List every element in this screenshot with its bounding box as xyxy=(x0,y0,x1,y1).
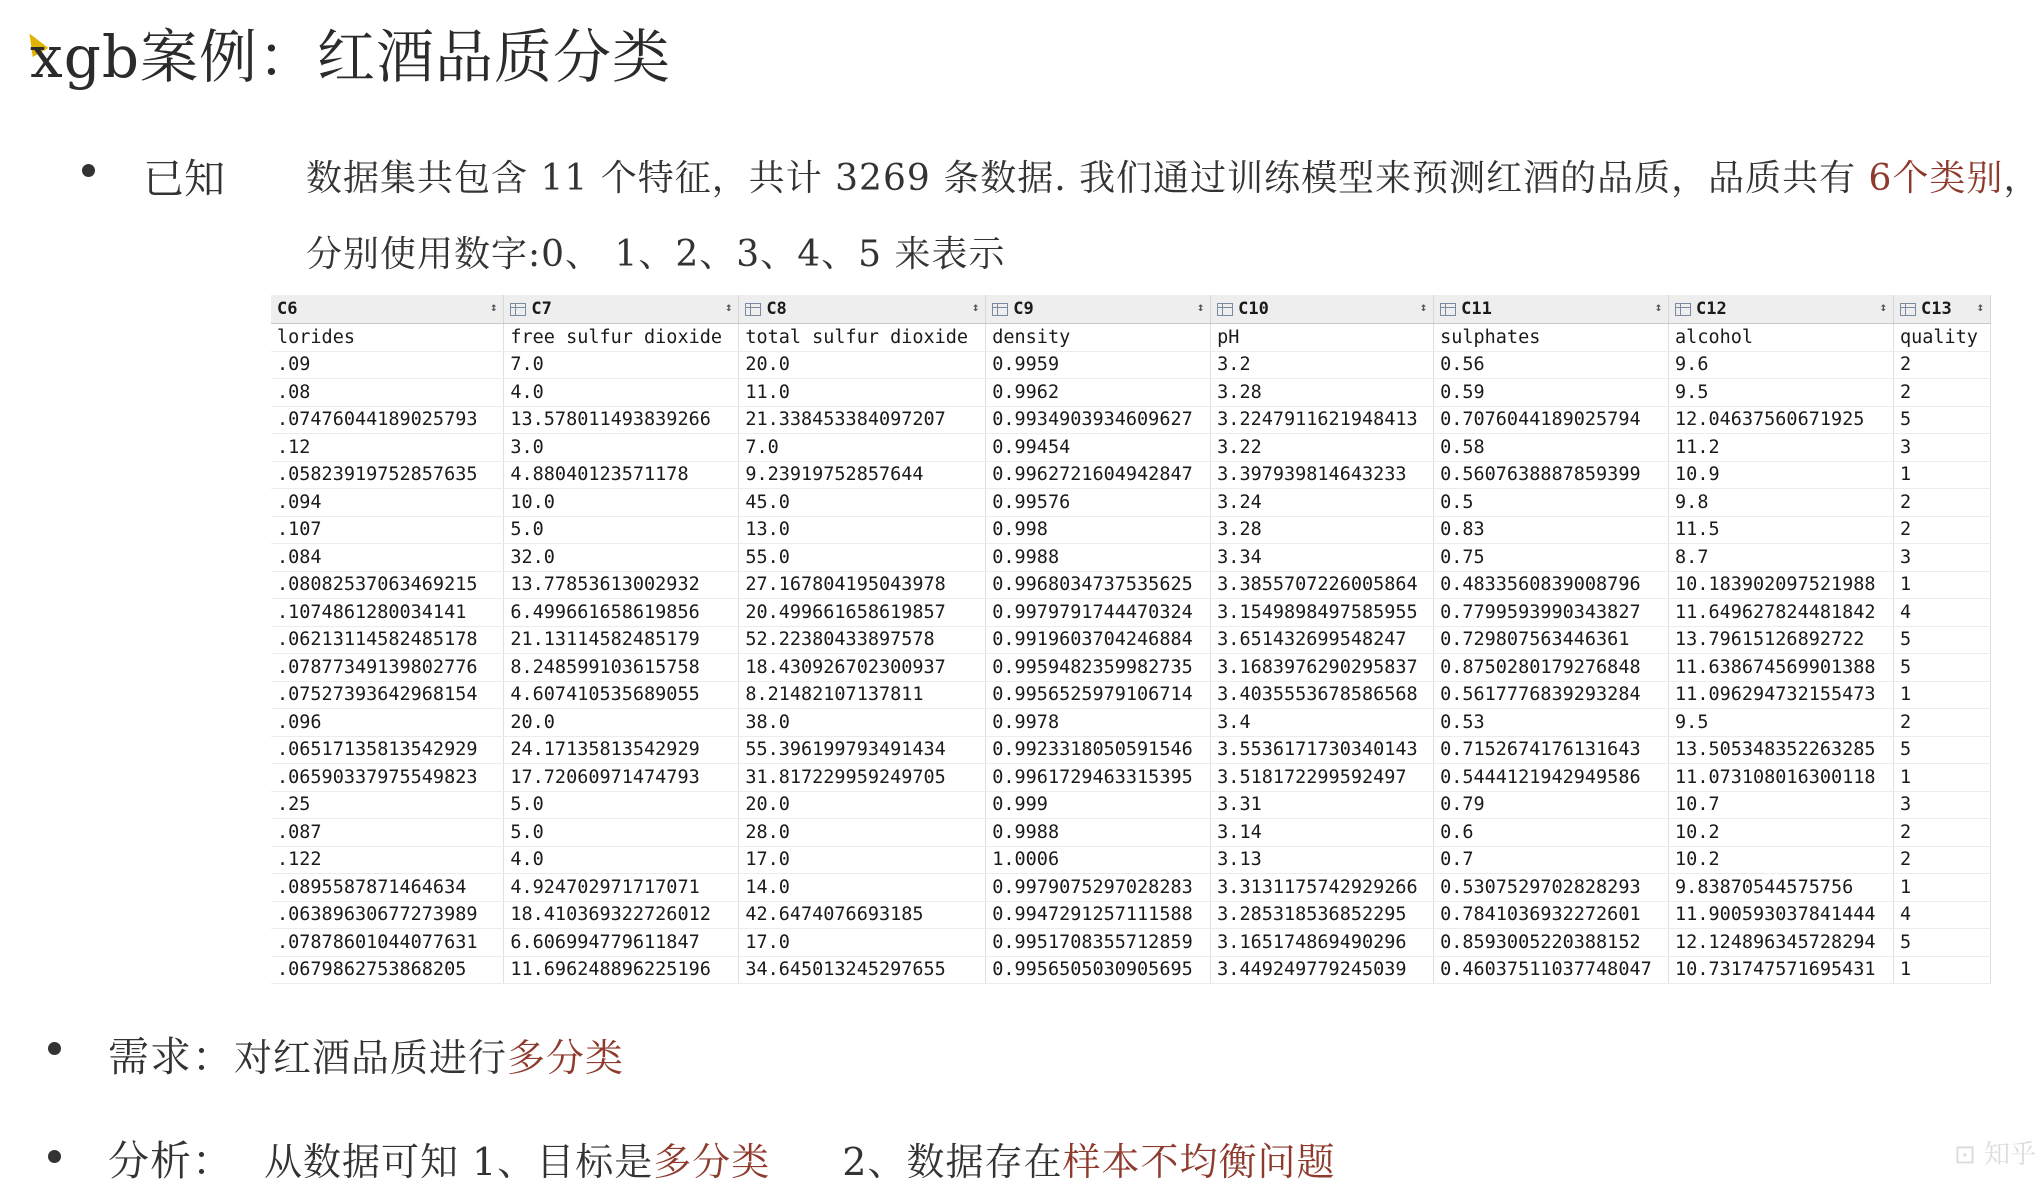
table-cell: 0.99454 xyxy=(986,434,1211,462)
table-cell: 2 xyxy=(1893,516,1990,544)
table-cell: 0.4833560839008796 xyxy=(1434,571,1669,599)
table-row[interactable] xyxy=(271,434,1991,462)
column-header-label: C11 xyxy=(1461,299,1492,319)
table-cell: 18.410369322726012 xyxy=(504,901,739,929)
table-cell: 0.9968034737535625 xyxy=(986,571,1211,599)
table-cell: 7.0 xyxy=(504,351,739,379)
watermark: ⊡ 知乎 xyxy=(1953,1140,2036,1170)
table-row[interactable] xyxy=(271,709,1991,737)
table-cell: .09 xyxy=(271,351,504,379)
table-cell: .08082537063469215 xyxy=(271,571,504,599)
table-cell: 3.4 xyxy=(1211,709,1434,737)
table-cell: .07877349139802776 xyxy=(271,654,504,682)
table-cell: 0.998 xyxy=(986,516,1211,544)
table-cell: 0.9959 xyxy=(986,351,1211,379)
table-cell: 1 xyxy=(1893,681,1990,709)
column-header-c11[interactable] xyxy=(1434,295,1669,324)
table-cell: 4 xyxy=(1893,599,1990,627)
table-cell: .06590337975549823 xyxy=(271,764,504,792)
column-header-label: C6 xyxy=(277,299,298,319)
column-header-label: C7 xyxy=(531,299,552,319)
table-cell: 9.6 xyxy=(1669,351,1894,379)
table-cell: 12.04637560671925 xyxy=(1669,406,1894,434)
table-cell: 0.53 xyxy=(1434,709,1669,737)
table-cell: 5 xyxy=(1893,736,1990,764)
table-cell: 0.5307529702828293 xyxy=(1434,874,1669,902)
table-cell: .087 xyxy=(271,819,504,847)
table-cell: 2 xyxy=(1893,351,1990,379)
table-cell: 0.75 xyxy=(1434,544,1669,572)
table-cell: 10.7 xyxy=(1669,791,1894,819)
table-cell: 3.13 xyxy=(1211,846,1434,874)
table-cell: 20.0 xyxy=(739,351,986,379)
table-cell: 6.499661658619856 xyxy=(504,599,739,627)
table-cell: .08 xyxy=(271,379,504,407)
column-name-cell: sulphates xyxy=(1434,324,1669,352)
table-cell: 8.7 xyxy=(1669,544,1894,572)
table-cell: 8.21482107137811 xyxy=(739,681,986,709)
table-cell: 5 xyxy=(1893,654,1990,682)
need-highlight: 多分类 xyxy=(507,1036,625,1080)
table-cell: 24.17135813542929 xyxy=(504,736,739,764)
table-cell: 32.0 xyxy=(504,544,739,572)
analysis-highlight-2: 样本不均衡问题 xyxy=(1062,1140,1336,1184)
table-cell: 4.0 xyxy=(504,846,739,874)
column-header-c7[interactable] xyxy=(504,295,739,324)
table-cell: 9.83870544575756 xyxy=(1669,874,1894,902)
table-cell: 13.79615126892722 xyxy=(1669,626,1894,654)
table-cell: 0.8593005220388152 xyxy=(1434,929,1669,957)
table-cell: 1 xyxy=(1893,571,1990,599)
table-row[interactable] xyxy=(271,571,1991,599)
sort-icon[interactable]: ↕ xyxy=(1654,300,1663,314)
table-cell: 0.5444121942949586 xyxy=(1434,764,1669,792)
sort-icon[interactable]: ↕ xyxy=(972,300,980,314)
need-label: 需求： xyxy=(108,1033,234,1081)
table-cell: .06389630677273989 xyxy=(271,901,504,929)
table-cell: 1 xyxy=(1893,874,1990,902)
table-cell: 0.729807563446361 xyxy=(1434,626,1669,654)
sort-icon[interactable]: ↕ xyxy=(1879,300,1887,314)
column-name-cell: lorides xyxy=(271,324,504,352)
analysis-text-1: 从数据可知 1、目标是 xyxy=(264,1140,654,1184)
table-cell: 11.900593037841444 xyxy=(1669,901,1894,929)
table-cell: 2 xyxy=(1893,379,1990,407)
column-header-label: C8 xyxy=(766,299,787,319)
table-cell: 10.731747571695431 xyxy=(1669,956,1894,984)
table-cell: 1.0006 xyxy=(986,846,1211,874)
table-cell: 11.2 xyxy=(1669,434,1894,462)
table-cell: 5 xyxy=(1893,626,1990,654)
column-names-row xyxy=(271,324,1991,352)
table-row[interactable] xyxy=(271,599,1991,627)
table-cell: .107 xyxy=(271,516,504,544)
table-cell: 17.0 xyxy=(739,929,986,957)
table-cell: .122 xyxy=(271,846,504,874)
table-cell: 5.0 xyxy=(504,791,739,819)
table-row[interactable] xyxy=(271,929,1991,957)
table-row[interactable] xyxy=(271,351,1991,379)
table-cell: 3.2247911621948413 xyxy=(1211,406,1434,434)
table-cell: 0.9988 xyxy=(986,544,1211,572)
table-cell: 0.9988 xyxy=(986,819,1211,847)
table-cell: 1 xyxy=(1893,764,1990,792)
table-cell: .07527393642968154 xyxy=(271,681,504,709)
table-cell: 10.2 xyxy=(1669,819,1894,847)
table-cell: 3.285318536852295 xyxy=(1211,901,1434,929)
known-line-1-end: ， xyxy=(2003,158,2041,199)
column-name-cell: density xyxy=(986,324,1211,352)
table-cell: 10.183902097521988 xyxy=(1669,571,1894,599)
table-cell: 18.430926702300937 xyxy=(739,654,986,682)
table-cell: 13.0 xyxy=(739,516,986,544)
table-cell: 31.817229959249705 xyxy=(739,764,986,792)
table-column-icon xyxy=(992,303,1008,316)
column-header-label: C12 xyxy=(1696,299,1727,319)
table-cell: 4.924702971717071 xyxy=(504,874,739,902)
column-name-cell: quality xyxy=(1893,324,1990,352)
table-cell: 0.83 xyxy=(1434,516,1669,544)
table-cell: .0679862753868205 xyxy=(271,956,504,984)
table-cell: 3.518172299592497 xyxy=(1211,764,1434,792)
table-cell: 0.9959482359982735 xyxy=(986,654,1211,682)
table-cell: 0.9961729463315395 xyxy=(986,764,1211,792)
table-cell: 34.645013245297655 xyxy=(739,956,986,984)
table-cell: 0.56 xyxy=(1434,351,1669,379)
table-cell: 11.638674569901388 xyxy=(1669,654,1894,682)
table-cell: .1074861280034141 xyxy=(271,599,504,627)
table-cell: 42.6474076693185 xyxy=(739,901,986,929)
table-cell: .07476044189025793 xyxy=(271,406,504,434)
table-cell: 11.696248896225196 xyxy=(504,956,739,984)
table-cell: .084 xyxy=(271,544,504,572)
table-row[interactable] xyxy=(271,626,1991,654)
table-cell: 17.72060971474793 xyxy=(504,764,739,792)
table-cell: 3.24 xyxy=(1211,489,1434,517)
sort-icon[interactable]: ↕ xyxy=(490,300,498,314)
table-row[interactable] xyxy=(271,489,1991,517)
table-cell: 20.499661658619857 xyxy=(739,599,986,627)
table-cell: .07878601044077631 xyxy=(271,929,504,957)
column-name-cell: total sulfur dioxide xyxy=(739,324,986,352)
column-header-c13[interactable] xyxy=(1893,295,1990,324)
table-cell: 0.8750280179276848 xyxy=(1434,654,1669,682)
column-header-label: C9 xyxy=(1013,299,1034,319)
table-cell: 10.2 xyxy=(1669,846,1894,874)
column-name-cell: alcohol xyxy=(1669,324,1894,352)
table-cell: 45.0 xyxy=(739,489,986,517)
table-cell: 1 xyxy=(1893,956,1990,984)
table-cell: 3.651432699548247 xyxy=(1211,626,1434,654)
known-line-2: 分别使用数字:0、 1、2、3、4、5 来表示 xyxy=(306,234,1006,275)
bullet-need xyxy=(48,1042,61,1055)
need-line xyxy=(108,1024,624,1083)
table-cell: 11.0 xyxy=(739,379,986,407)
analysis-label: 分析： xyxy=(108,1137,234,1185)
table-cell: 14.0 xyxy=(739,874,986,902)
table-cell: 0.6 xyxy=(1434,819,1669,847)
table-cell: 0.7 xyxy=(1434,846,1669,874)
column-header-label: C10 xyxy=(1238,299,1269,319)
table-cell: 13.77853613002932 xyxy=(504,571,739,599)
table-cell: 0.59 xyxy=(1434,379,1669,407)
table-row[interactable] xyxy=(271,461,1991,489)
table-column-icon xyxy=(745,303,761,316)
table-cell: 21.13114582485179 xyxy=(504,626,739,654)
table-cell: 21.338453384097207 xyxy=(739,406,986,434)
table-row[interactable] xyxy=(271,516,1991,544)
table-cell: 3.31 xyxy=(1211,791,1434,819)
table-cell: 2 xyxy=(1893,819,1990,847)
data-table xyxy=(271,295,1991,984)
table-cell: 0.9919603704246884 xyxy=(986,626,1211,654)
column-header-c8[interactable] xyxy=(739,295,986,324)
table-cell: 3.4035553678586568 xyxy=(1211,681,1434,709)
table-cell: 0.9947291257111588 xyxy=(986,901,1211,929)
table-cell: 3.1549898497585955 xyxy=(1211,599,1434,627)
table-cell: 9.8 xyxy=(1669,489,1894,517)
table-cell: 20.0 xyxy=(739,791,986,819)
table-cell: 55.396199793491434 xyxy=(739,736,986,764)
table-cell: 3.3855707226005864 xyxy=(1211,571,1434,599)
table-column-icon xyxy=(1675,303,1691,316)
table-cell: 6.606994779611847 xyxy=(504,929,739,957)
table-cell: 3.397939814643233 xyxy=(1211,461,1434,489)
sort-icon[interactable]: ↕ xyxy=(725,300,733,314)
table-cell: 0.7799593990343827 xyxy=(1434,599,1669,627)
table-row[interactable] xyxy=(271,901,1991,929)
known-line-1-text: 数据集共包含 11 个特征，共计 3269 条数据. 我们通过训练模型来预测红酒的品质，品质共有 xyxy=(306,158,1869,199)
table-column-icon xyxy=(1900,303,1916,316)
known-line-1 xyxy=(306,150,2040,201)
table-column-icon xyxy=(1217,303,1233,316)
table-cell: 3 xyxy=(1893,434,1990,462)
table-column-icon xyxy=(510,303,526,316)
table-cell: 0.9962 xyxy=(986,379,1211,407)
table-row[interactable] xyxy=(271,681,1991,709)
data-table-container xyxy=(271,295,1991,981)
table-cell: 0.9978 xyxy=(986,709,1211,737)
table-cell: .12 xyxy=(271,434,504,462)
table-cell: 3.14 xyxy=(1211,819,1434,847)
table-cell: 0.5607638887859399 xyxy=(1434,461,1669,489)
table-cell: 9.23919752857644 xyxy=(739,461,986,489)
table-cell: 11.096294732155473 xyxy=(1669,681,1894,709)
table-cell: 0.7152674176131643 xyxy=(1434,736,1669,764)
table-cell: 2 xyxy=(1893,489,1990,517)
table-cell: 4.88040123571178 xyxy=(504,461,739,489)
table-cell: 27.167804195043978 xyxy=(739,571,986,599)
table-row[interactable] xyxy=(271,406,1991,434)
table-row[interactable] xyxy=(271,654,1991,682)
table-cell: 12.124896345728294 xyxy=(1669,929,1894,957)
table-cell: .0895587871464634 xyxy=(271,874,504,902)
table-cell: 0.58 xyxy=(1434,434,1669,462)
table-cell: 4.607410535689055 xyxy=(504,681,739,709)
table-column-icon xyxy=(1440,303,1456,316)
table-cell: 17.0 xyxy=(739,846,986,874)
table-cell: .05823919752857635 xyxy=(271,461,504,489)
known-highlight: 6个类别 xyxy=(1868,158,2004,199)
table-cell: 13.505348352263285 xyxy=(1669,736,1894,764)
table-cell: 0.79 xyxy=(1434,791,1669,819)
table-cell: 52.22380433897578 xyxy=(739,626,986,654)
sort-icon[interactable]: ↕ xyxy=(1976,300,1984,314)
table-cell: 0.9951708355712859 xyxy=(986,929,1211,957)
column-header-c9[interactable] xyxy=(986,295,1211,324)
table-cell: 1 xyxy=(1893,461,1990,489)
table-cell: 3.5536171730340143 xyxy=(1211,736,1434,764)
table-row[interactable] xyxy=(271,379,1991,407)
table-cell: 3.2 xyxy=(1211,351,1434,379)
bullet-known xyxy=(82,164,95,177)
table-row[interactable] xyxy=(271,956,1991,984)
table-cell: 0.5617776839293284 xyxy=(1434,681,1669,709)
table-cell: 0.99576 xyxy=(986,489,1211,517)
table-row[interactable] xyxy=(271,846,1991,874)
sort-icon[interactable]: ↕ xyxy=(1196,300,1205,314)
table-cell: 11.5 xyxy=(1669,516,1894,544)
table-row[interactable] xyxy=(271,736,1991,764)
table-cell: 0.999 xyxy=(986,791,1211,819)
table-cell: 5.0 xyxy=(504,516,739,544)
table-cell: 0.9923318050591546 xyxy=(986,736,1211,764)
column-name-cell: free sulfur dioxide xyxy=(504,324,739,352)
table-cell: 0.5 xyxy=(1434,489,1669,517)
table-cell: 3.34 xyxy=(1211,544,1434,572)
column-header-c10[interactable] xyxy=(1211,295,1434,324)
table-cell: 3 xyxy=(1893,791,1990,819)
table-cell: 0.9956525979106714 xyxy=(986,681,1211,709)
table-cell: 0.7841036932272601 xyxy=(1434,901,1669,929)
table-cell: 3.0 xyxy=(504,434,739,462)
table-cell: 3.1683976290295837 xyxy=(1211,654,1434,682)
analysis-text-2: 2、数据存在 xyxy=(842,1140,1063,1184)
table-cell: 4.0 xyxy=(504,379,739,407)
table-cell: 11.649627824481842 xyxy=(1669,599,1894,627)
need-text: 对红酒品质进行 xyxy=(234,1036,508,1080)
column-header-label: C13 xyxy=(1920,299,1952,319)
table-cell: 0.9979791744470324 xyxy=(986,599,1211,627)
bullet-analysis xyxy=(48,1150,61,1163)
analysis-highlight-1: 多分类 xyxy=(653,1140,771,1184)
table-cell: 0.9979075297028283 xyxy=(986,874,1211,902)
table-cell: 38.0 xyxy=(739,709,986,737)
table-cell: 10.9 xyxy=(1669,461,1894,489)
table-cell: 3.3131175742929266 xyxy=(1211,874,1434,902)
table-header-row xyxy=(271,295,1991,324)
table-cell: .094 xyxy=(271,489,504,517)
table-cell: 3.28 xyxy=(1211,379,1434,407)
table-cell: 5.0 xyxy=(504,819,739,847)
table-cell: 3.28 xyxy=(1211,516,1434,544)
table-cell: 4 xyxy=(1893,901,1990,929)
table-cell: 3 xyxy=(1893,544,1990,572)
table-row[interactable] xyxy=(271,819,1991,847)
table-cell: 9.5 xyxy=(1669,379,1894,407)
table-cell: .06517135813542929 xyxy=(271,736,504,764)
table-cell: 9.5 xyxy=(1669,709,1894,737)
table-cell: 0.9962721604942847 xyxy=(986,461,1211,489)
table-cell: 0.9956505030905695 xyxy=(986,956,1211,984)
table-row[interactable] xyxy=(271,764,1991,792)
table-cell: 3.165174869490296 xyxy=(1211,929,1434,957)
table-cell: .06213114582485178 xyxy=(271,626,504,654)
table-cell: 7.0 xyxy=(739,434,986,462)
table-cell: 2 xyxy=(1893,709,1990,737)
column-header-c12[interactable] xyxy=(1669,295,1894,324)
table-cell: 11.073108016300118 xyxy=(1669,764,1894,792)
table-cell: 8.248599103615758 xyxy=(504,654,739,682)
column-name-cell: pH xyxy=(1211,324,1434,352)
table-cell: 5 xyxy=(1893,406,1990,434)
table-cell: .096 xyxy=(271,709,504,737)
table-cell: 13.578011493839266 xyxy=(504,406,739,434)
table-cell: 3.22 xyxy=(1211,434,1434,462)
table-cell: 0.9934903934609627 xyxy=(986,406,1211,434)
table-cell: 55.0 xyxy=(739,544,986,572)
sort-icon[interactable]: ↕ xyxy=(1419,300,1428,314)
table-cell: 5 xyxy=(1893,929,1990,957)
table-cell: 0.46037511037748047 xyxy=(1434,956,1669,984)
table-cell: 2 xyxy=(1893,846,1990,874)
table-cell: 10.0 xyxy=(504,489,739,517)
table-row[interactable] xyxy=(271,791,1991,819)
analysis-line xyxy=(108,1128,1335,1187)
table-cell: 20.0 xyxy=(504,709,739,737)
page-title: xgb案例：红酒品质分类 xyxy=(30,23,671,91)
known-label: 已知 xyxy=(143,155,225,203)
table-row[interactable] xyxy=(271,544,1991,572)
column-header-c6[interactable] xyxy=(271,295,504,324)
table-cell: 0.7076044189025794 xyxy=(1434,406,1669,434)
table-cell: .25 xyxy=(271,791,504,819)
table-row[interactable] xyxy=(271,874,1991,902)
table-cell: 28.0 xyxy=(739,819,986,847)
table-cell: 3.449249779245039 xyxy=(1211,956,1434,984)
